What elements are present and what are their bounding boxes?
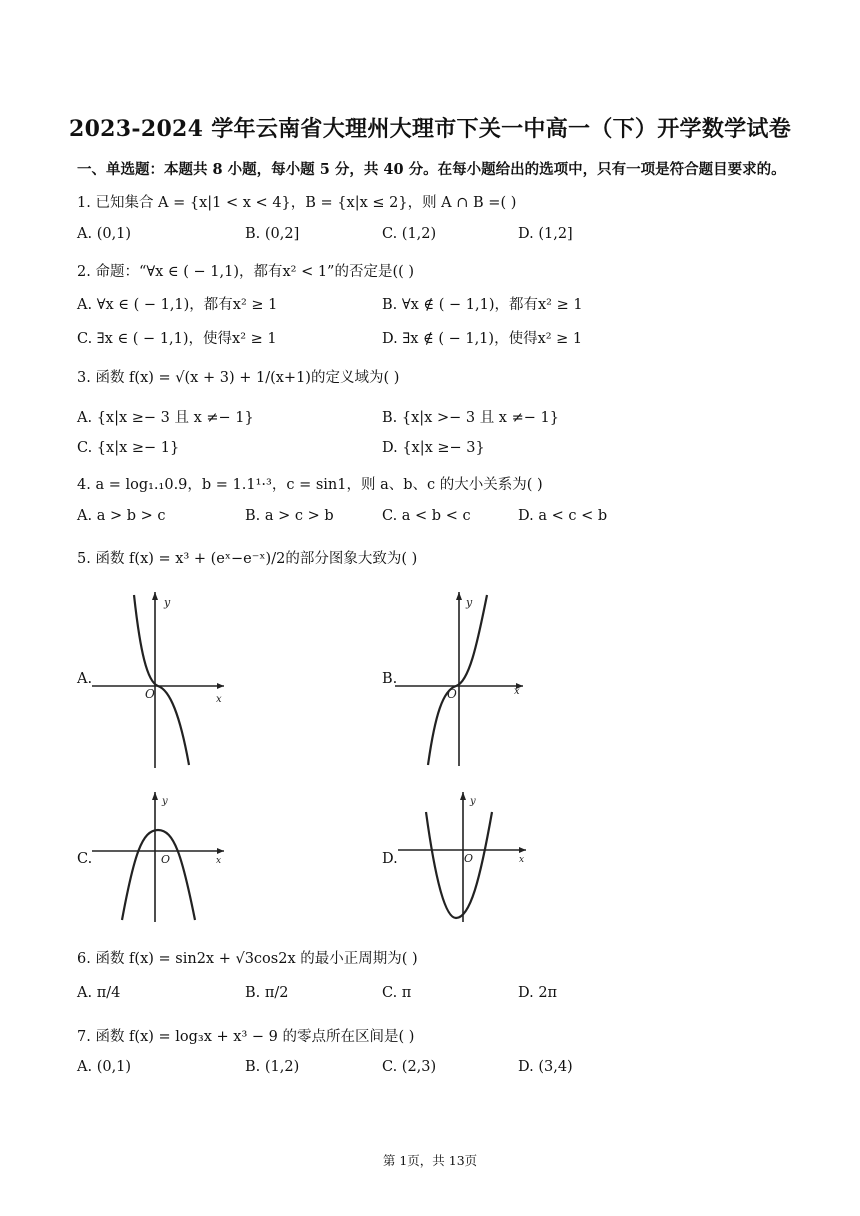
q5-graph-a (92, 590, 227, 768)
q3-option-c[interactable]: C. {x|x ≥− 1} (77, 440, 180, 456)
q6-option-b[interactable]: B. π/2 (245, 985, 289, 1001)
q3-option-d[interactable]: D. {x|x ≥− 3} (382, 440, 485, 456)
q2-option-d[interactable]: D. ∃x ∉ ( − 1,1)，使得x² ≥ 1 (382, 331, 583, 347)
section-heading: 一、单选题：本题共 8 小题，每小题 5 分，共 40 分。在每小题给出的选项中，只有一项是符合题目要求的。 (77, 161, 786, 178)
q5-a-y-label: y (164, 596, 171, 609)
q4-option-d[interactable]: D. a < c < b (518, 508, 608, 524)
q5-option-c[interactable]: C. (77, 851, 93, 867)
question-4-stem: 4. a = log₁.₁0.9，b = 1.1¹·³，c = sin1，则 a、b、c 的大小关系为( ) (77, 477, 543, 493)
q2-option-b[interactable]: B. ∀x ∉ ( − 1,1)，都有x² ≥ 1 (382, 297, 583, 313)
q4-option-c[interactable]: C. a < b < c (382, 508, 471, 524)
q5-b-y-label: y (466, 596, 473, 609)
q1-option-d[interactable]: D. (1,2] (518, 226, 573, 242)
q7-option-a[interactable]: A. (0,1) (77, 1059, 132, 1075)
q4-option-a[interactable]: A. a > b > c (77, 508, 166, 524)
q5-b-x-label: x (514, 686, 520, 697)
q1-option-a[interactable]: A. (0,1) (77, 226, 132, 242)
q5-d-x-label: x (519, 855, 525, 865)
question-3-stem: 3. 函数 f(x) = √(x + 3) + 1/(x+1)的定义域为( ) (77, 370, 400, 386)
question-5-stem: 5. 函数 f(x) = x³ + (eˣ−e⁻ˣ)/2的部分图象大致为( ) (77, 551, 418, 567)
q5-a-origin-label: O (145, 687, 155, 701)
q5-graph-c (92, 790, 227, 922)
page-title: 2023-2024 学年云南省大理州大理市下关一中高一（下）开学数学试卷 (68, 116, 792, 142)
question-6-stem: 6. 函数 f(x) = sin2x + √3cos2x 的最小正周期为( ) (77, 951, 418, 967)
q5-option-d[interactable]: D. (382, 851, 398, 867)
q6-option-c[interactable]: C. π (382, 985, 412, 1001)
q5-a-x-label: x (216, 694, 222, 705)
q5-option-a[interactable]: A. (77, 671, 93, 687)
q5-c-x-label: x (216, 856, 222, 866)
q7-option-c[interactable]: C. (2,3) (382, 1059, 437, 1075)
q5-graph-d (398, 790, 533, 922)
q2-option-a[interactable]: A. ∀x ∈ ( − 1,1)，都有x² ≥ 1 (77, 297, 278, 313)
q5-option-b[interactable]: B. (382, 671, 398, 687)
q7-option-d[interactable]: D. (3,4) (518, 1059, 573, 1075)
question-7-stem: 7. 函数 f(x) = log₃x + x³ − 9 的零点所在区间是( ) (77, 1029, 415, 1045)
q4-option-b[interactable]: B. a > c > b (245, 508, 334, 524)
question-2-stem: 2. 命题：“∀x ∈ ( − 1,1)，都有x² < 1”的否定是(( ) (77, 264, 415, 280)
q5-c-origin-label: O (161, 853, 171, 866)
question-1-stem: 1. 已知集合 A = {x|1 < x < 4}，B = {x|x ≤ 2}，则 A ∩ B =( ) (77, 195, 517, 211)
q1-option-c[interactable]: C. (1,2) (382, 226, 437, 242)
q5-d-y-label: y (470, 796, 476, 807)
q5-graph-b (395, 590, 530, 768)
q3-option-a[interactable]: A. {x|x ≥− 3 且 x ≠− 1} (77, 410, 254, 426)
q1-option-b[interactable]: B. (0,2] (245, 226, 300, 242)
q7-option-b[interactable]: B. (1,2) (245, 1059, 300, 1075)
q6-option-d[interactable]: D. 2π (518, 985, 558, 1001)
q5-b-origin-label: O (447, 687, 457, 701)
q2-option-c[interactable]: C. ∃x ∈ ( − 1,1)，使得x² ≥ 1 (77, 331, 277, 347)
page-footer: 第 1页，共 13页 (382, 1153, 478, 1168)
q5-c-y-label: y (162, 796, 168, 807)
q3-option-b[interactable]: B. {x|x >− 3 且 x ≠− 1} (382, 410, 559, 426)
q6-option-a[interactable]: A. π/4 (77, 985, 121, 1001)
q5-d-origin-label: O (464, 852, 474, 865)
